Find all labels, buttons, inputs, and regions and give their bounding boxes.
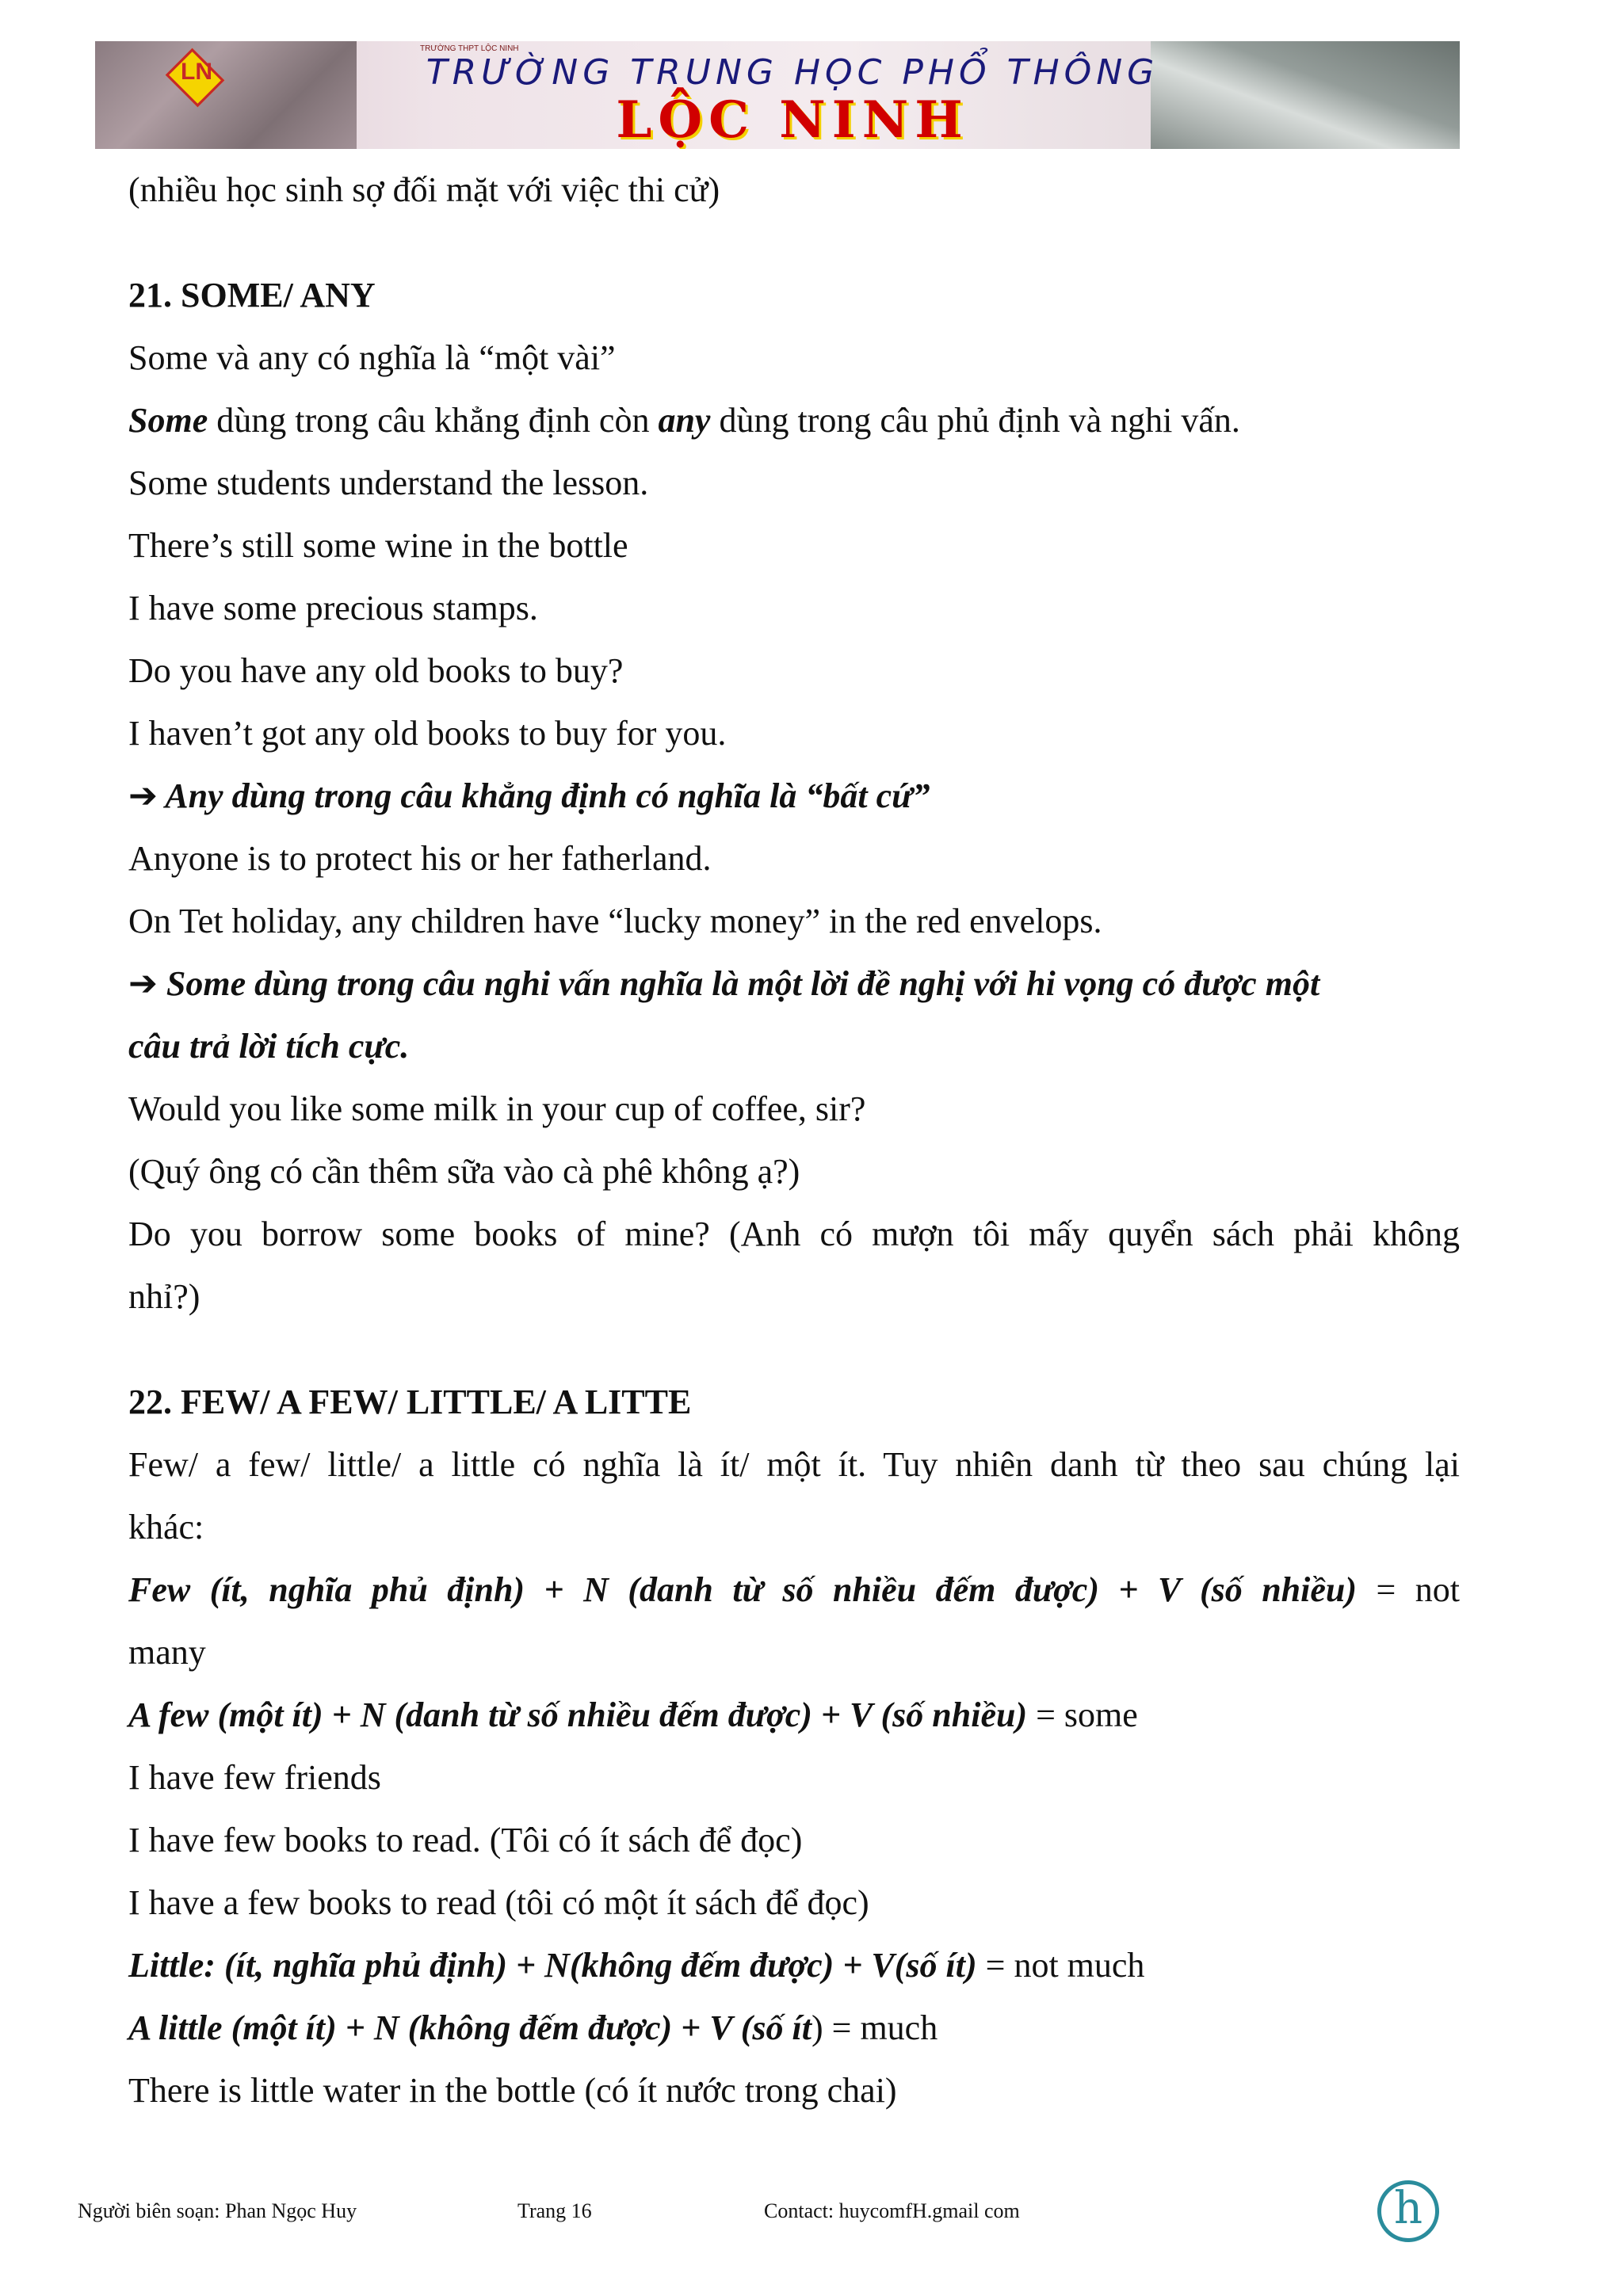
example-line: Would you like some milk in your cup of coffee, sir? — [128, 1089, 866, 1128]
paragraph-line: khác: — [128, 1508, 204, 1547]
example-line: (Quý ông có cần thêm sữa vào cà phê không ạ?) — [128, 1152, 800, 1191]
rule-line — [128, 765, 1460, 827]
footer-logo-icon: h — [1377, 2180, 1439, 2242]
text-run: A few (một ít) + N (danh từ số nhiều đếm được) + V (số nhiều) — [128, 1695, 1028, 1734]
text-run: A little (một ít) + N (không đếm được) + V (số ít — [128, 2008, 812, 2047]
paragraph-line: Some và any có nghĩa là “một vài” — [128, 338, 616, 377]
rule-line — [128, 1558, 1460, 1621]
school-title-line2: LỘC NINH — [616, 90, 969, 149]
page-footer — [78, 2199, 1457, 2231]
section-heading-22: 22. FEW/ A FEW/ LITTLE/ A LITTE — [128, 1383, 692, 1421]
school-title-line1: TRƯỜNG TRUNG HỌC PHỔ THÔNG — [426, 52, 1159, 93]
text-run: = not — [1357, 1570, 1460, 1609]
example-line: On Tet holiday, any children have “lucky money” in the red envelops. — [128, 902, 1102, 940]
example-line: There’s still some wine in the bottle — [128, 526, 628, 565]
section-heading-21: 21. SOME/ ANY — [128, 276, 376, 315]
rule-line — [128, 1684, 1460, 1746]
text-run: Little: (ít, nghĩa phủ định) + N(không đếm được) + V(số ít) — [128, 1946, 977, 1985]
text-run: dùng trong câu khẳng định còn — [208, 401, 659, 440]
paragraph-line: (nhiều học sinh sợ đối mặt với việc thi cử) — [128, 170, 720, 209]
paragraph-line: Few/ a few/ little/ a little có nghĩa là ít/ một ít. Tuy nhiên danh từ theo sau chúng lại — [128, 1445, 1460, 1484]
example-line: nhỉ?) — [128, 1277, 200, 1316]
text-run: = some — [1027, 1695, 1138, 1734]
rule-line — [128, 952, 1460, 1015]
text-run: = not much — [976, 1946, 1145, 1985]
example-line: I have few books to read. (Tôi có ít sách để đọc) — [128, 1821, 803, 1859]
paragraph-line: many — [128, 1633, 206, 1672]
example-line: Some students understand the lesson. — [128, 463, 649, 502]
arrow-right-icon: ➔ — [128, 963, 158, 1004]
text-run: Some dùng trong câu nghi vấn nghĩa là một lời đề nghị với hi vọng có được một — [157, 964, 1320, 1003]
example-line: I haven’t got any old books to buy for you. — [128, 714, 727, 753]
arrow-right-icon: ➔ — [128, 776, 158, 816]
text-run: dùng trong câu phủ định và nghi vấn. — [710, 401, 1240, 440]
example-line: I have few friends — [128, 1758, 381, 1797]
footer-author: Người biên soạn: Phan Ngọc Huy — [78, 2199, 357, 2222]
footer-page-number: Trang 16 — [517, 2199, 592, 2222]
document-body — [128, 158, 1460, 2122]
school-logo-text: LN — [181, 59, 212, 85]
example-line: There is little water in the bottle (có ít nước trong chai) — [128, 2071, 897, 2110]
example-line: I have some precious stamps. — [128, 589, 538, 627]
rule-line — [128, 1997, 1460, 2059]
text-run: ) = much — [811, 2008, 938, 2047]
emphasis-any: any — [658, 401, 711, 440]
example-line: Do you borrow some books of mine? (Anh có mượn tôi mấy quyển sách phải không — [128, 1215, 1460, 1253]
text-run: Any dùng trong câu khẳng định có nghĩa là “bất cứ” — [157, 776, 930, 815]
rule-line-continued: câu trả lời tích cực. — [128, 1027, 410, 1066]
rule-line — [128, 1934, 1460, 1997]
example-line: Anyone is to protect his or her fatherland. — [128, 839, 712, 878]
emphasis-some: Some — [128, 401, 208, 440]
text-run: Few (ít, nghĩa phủ định) + N (danh từ số nhiều đếm được) + V (số nhiều) — [128, 1570, 1358, 1609]
school-small-text: TRƯỜNG THPT LỘC NINH — [420, 44, 519, 53]
footer-contact: Contact: huycomfH.gmail com — [764, 2199, 1020, 2222]
example-line: I have a few books to read (tôi có một ít sách để đọc) — [128, 1883, 869, 1922]
header-banner — [95, 41, 1460, 149]
paragraph-line — [128, 389, 1460, 452]
example-line: Do you have any old books to buy? — [128, 651, 624, 690]
